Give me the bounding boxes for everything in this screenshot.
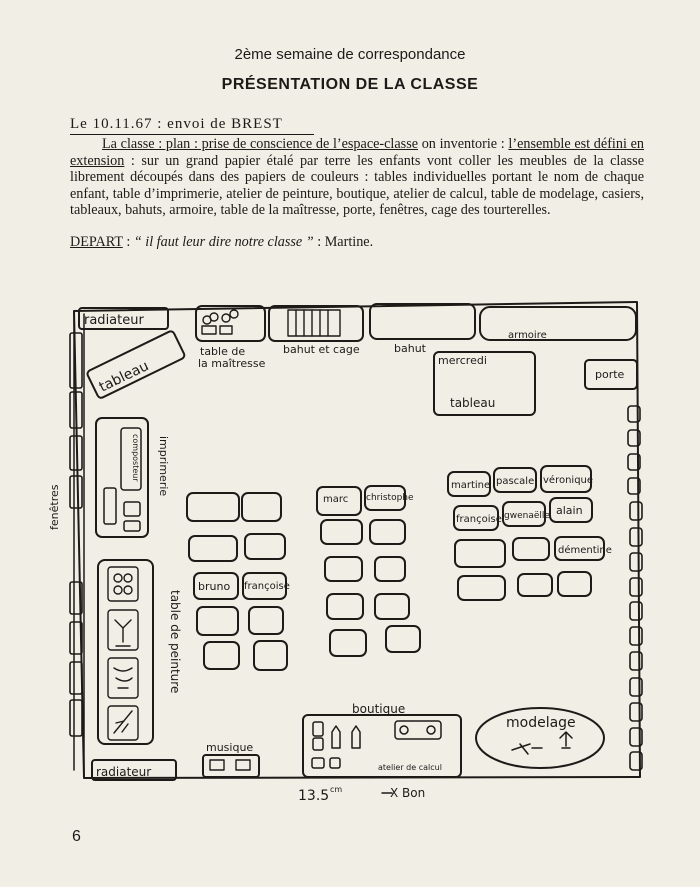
label-radiateur-top: radiateur xyxy=(84,313,144,328)
label-bahut-cage: bahut et cage xyxy=(283,343,360,356)
label-table-maitresse-2: la maîtresse xyxy=(198,357,266,370)
label-tableau-right: tableau xyxy=(450,396,496,410)
label-porte: porte xyxy=(595,368,625,381)
depart-sep: : xyxy=(122,234,134,250)
label-modelage: modelage xyxy=(506,715,576,731)
desk-name-bruno: bruno xyxy=(198,580,231,593)
label-musique: musique xyxy=(206,741,254,754)
desk-name-dementine: démentine xyxy=(558,545,612,556)
depart-label: DEPART xyxy=(70,234,123,250)
page-title: PRÉSENTATION DE LA CLASSE xyxy=(221,76,479,93)
para-text-2: : sur un grand papier étalé par terre les enfants vont coller les meubles de la classe librement découpés dans des papiers de couleurs : tables individuelles portant le nom de chaque enfant, table d’imprimerie, atelier de peinture, boutique, atelier de calcul, table de modelage, casiers, tableaux, bahuts, armoire, table de la maîtresse, porte, fenêtres, cage des tourterelles. xyxy=(70,152,644,218)
label-imprimerie: imprimerie xyxy=(157,436,170,497)
label-tableau-left: tableau xyxy=(96,358,152,396)
para-underlined-2: l’ensemble est défini en extension xyxy=(70,136,644,169)
label-scale: X Bon xyxy=(390,786,426,800)
page-subtitle: 2ème semaine de correspondance xyxy=(234,46,466,63)
desk-name-gwenaelle: gwenaëlle xyxy=(504,511,550,521)
label-dimension-unit: cm xyxy=(330,785,343,794)
label-table-peinture: table de peinture xyxy=(168,590,182,694)
label-boutique: boutique xyxy=(352,702,406,716)
desk-name-veronique: véronique xyxy=(543,475,594,486)
label-radiateur-bottom: radiateur xyxy=(96,765,152,779)
label-armoire: armoire xyxy=(508,330,547,341)
para-text-1: on inventorie : xyxy=(418,136,509,152)
para-underlined-1: La classe : plan : prise de conscience de l’espace-classe xyxy=(102,136,419,152)
page-number: 6 xyxy=(72,828,81,845)
desk-name-francoise-left: françoise xyxy=(244,581,290,592)
label-fenetres: fenêtres xyxy=(48,484,61,530)
label-composteur: composteur xyxy=(131,434,140,482)
desk-name-marc: marc xyxy=(323,494,349,505)
label-table-maitresse-1: table de xyxy=(200,345,246,358)
desk-name-martine: martine xyxy=(451,480,491,491)
desk-name-francoise-right: françoise xyxy=(456,514,502,525)
label-atelier-calcul: atelier de calcul xyxy=(378,763,442,772)
desk-name-alain: alain xyxy=(556,504,583,517)
depart-quote: “ il faut leur dire notre classe ” xyxy=(133,234,314,250)
depart-author: : Martine. xyxy=(313,234,374,250)
dateline: Le 10.11.67 : envoi de BREST xyxy=(70,116,314,135)
desk-name-pascale: pascale xyxy=(496,476,535,487)
label-bahut: bahut xyxy=(394,342,426,355)
label-mercredi: mercredi xyxy=(438,354,487,367)
desk-name-christophe: christophe xyxy=(366,493,414,503)
label-dimension: 13.5 xyxy=(298,788,330,804)
